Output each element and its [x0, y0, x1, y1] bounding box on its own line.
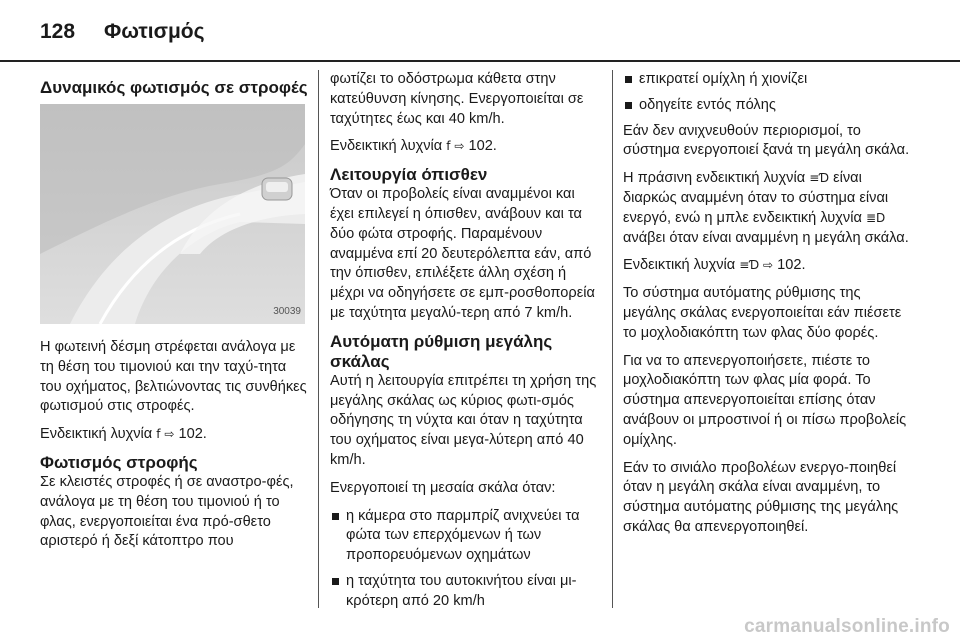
- paragraph: Η πράσινη ενδεικτική λυχνία ≡Ɗ είναι διαρκώς αναμμένη όταν το σύστημα είναι ενεργό, ενώ η μπλε ενδεικτική λυχνία ≣D ανάβει όταν είναι αναμμένη η μεγάλη σκάλα.: [623, 170, 909, 246]
- paragraph: Αυτή η λειτουργία επιτρέπει τη χρήση της μεγάλης σκάλας ως κύριος φωτι-σμός οδήγησης τη νύχτα και όταν η ταχύτητα του οχήματος είναι μεγα-λύτερη από 40 km/h.: [330, 372, 597, 468]
- page-title: Φωτισμός: [104, 20, 205, 43]
- section-heading-cornering-light: Φωτισμός στροφής: [40, 452, 198, 472]
- list-item: η κάμερα στο παρμπρίζ ανιχνεύει τα φώτα των επερχόμενων ή των προπορευόμενων οχημάτων: [330, 507, 600, 566]
- high-beam-icon: ≣D: [865, 210, 886, 225]
- column-2: [330, 70, 600, 618]
- paragraph: Σε κλειστές στροφές ή σε αναστρο-φές, ανάλογα με τη θέση του τιμονιού ή το φλας, ενεργοποιείται ένα πρό-σθετο αριστερό ή δεξί κάτοπτρο που: [40, 473, 294, 550]
- list-item: η ταχύτητα του αυτοκινήτου είναι μι-κρότερη από 20 km/h: [330, 572, 600, 612]
- column-3: [623, 70, 913, 546]
- section-heading-dynamic-lighting: Δυναμικός φωτισμός σε στροφές: [40, 78, 308, 97]
- figure-number: 30039: [273, 306, 301, 318]
- curve-lighting-illustration: [40, 104, 305, 324]
- list-item: επικρατεί ομίχλη ή χιονίζει: [623, 70, 913, 90]
- paragraph: Εάν το σινιάλο προβολέων ενεργο-ποιηθεί όταν η μεγάλη σκάλα είναι αναμμένη, το σύστημα αυτόματης ρύθμισης της μεγάλης σκάλας θα απενεργοποιηθεί.: [623, 459, 899, 535]
- indicator-reference: Ενδεικτική λυχνία f ⇨ 102.: [330, 138, 497, 155]
- paragraph: Εάν δεν ανιχνευθούν περιορισμοί, το σύστημα ενεργοποιεί ξανά τη μεγάλη σκάλα.: [623, 122, 910, 159]
- indicator-lamp-icon: f: [446, 139, 451, 154]
- paragraph: Η φωτεινή δέσμη στρέφεται ανάλογα με τη θέση του τιμονιού και την ταχύ-τητα του οχήματος, βελτιώνοντας τις συνθήκες φωτισμού στις στροφές.: [40, 339, 307, 415]
- indicator-reference: Ενδεικτική λυχνία f ⇨ 102.: [40, 426, 207, 443]
- high-beam-assist-icon: ≡Ɗ: [739, 258, 760, 273]
- road-curve-image: [40, 104, 305, 324]
- page-ref-arrow-icon: ⇨: [759, 258, 774, 273]
- paragraph: φωτίζει το οδόστρωμα κάθετα στην κατεύθυνση κίνησης. Ενεργοποιείται σε ταχύτητες έως και 40 km/h.: [330, 71, 584, 127]
- paragraph: Ενεργοποιεί τη μεσαία σκάλα όταν:: [330, 479, 556, 496]
- paragraph: Για να το απενεργοποιήσετε, πιέστε το μοχλοδιακόπτη των φλας μία φορά. Το σύστημα απενεργοποιείται επίσης όταν ανάβουν οι μπροστινοί ή οι πίσω προβολείς ομίχλης.: [623, 352, 907, 448]
- indicator-lamp-icon: f: [156, 427, 161, 442]
- page-number: 128: [40, 20, 76, 43]
- list-item: οδηγείτε εντός πόλης: [623, 96, 913, 116]
- page-ref-arrow-icon: ⇨: [160, 427, 175, 442]
- high-beam-assist-icon: ≡Ɗ: [809, 171, 830, 186]
- column-divider-1: [318, 70, 319, 608]
- paragraph: Το σύστημα αυτόματης ρύθμισης της μεγάλης σκάλας ενεργοποιείται εάν πιέσετε το μοχλοδιακόπτη των φλας δύο φορές.: [623, 285, 902, 341]
- section-heading-auto-high-beam: Αυτόματη ρύθμιση μεγάλης σκάλας: [330, 331, 553, 371]
- column-1: [40, 70, 308, 560]
- section-heading-reverse-function: Λειτουργία όπισθεν: [330, 165, 488, 185]
- column-divider-2: [612, 70, 613, 608]
- paragraph: Όταν οι προβολείς είναι αναμμένοι και έχει επιλεγεί η όπισθεν, ανάβουν και τα δύο φώτα στροφής. Παραμένουν αναμμένα επί 20 δευτερόλεπτα εάν, από την όπισθεν, επιλέξετε άλλη σχέση ή μέχρι να οδηγήσετε σε εμπ-ροσθοπορεία με ταχύτητα μεγαλύ-τερη από 7 km/h.: [330, 186, 595, 321]
- watermark: carmanualsonline.info: [744, 616, 950, 637]
- indicator-reference: Ενδεικτική λυχνία ≡Ɗ ⇨ 102.: [623, 257, 806, 274]
- page-ref-arrow-icon: ⇨: [450, 139, 465, 154]
- header-rule: [0, 60, 960, 62]
